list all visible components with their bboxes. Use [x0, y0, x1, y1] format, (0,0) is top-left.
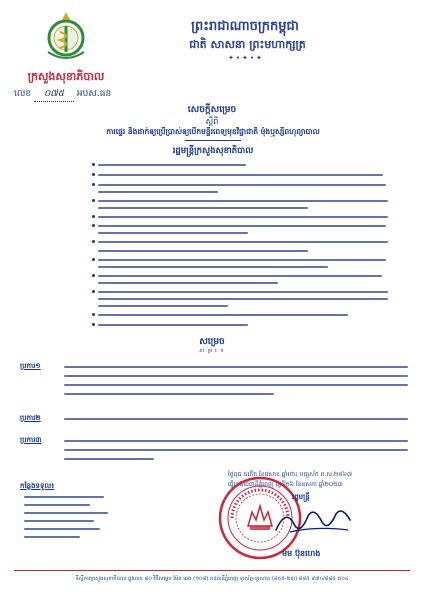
- article-2-label: ប្រការ២: [20, 414, 41, 422]
- list-bullets: [92, 160, 96, 330]
- footer-divider: [14, 570, 410, 571]
- title-subject: ការផ្ទេរ និងដាក់ឲ្យប្រើប្រាស់ឲ្យបើកមន្ទីរពេទ្យមុខវិជ្ជាជាតិ ម៉ុងឬស្សីពហុព្យាបាល: [106, 127, 320, 136]
- ref-number: ០៧៥: [43, 89, 65, 99]
- article-2: [20, 414, 410, 430]
- signature-title: រដ្ឋមន្ត្រី: [292, 493, 310, 501]
- article-1: [20, 362, 410, 404]
- signatory-name: ម៉ម ប៊ុនហេង: [282, 549, 321, 558]
- recipients-heading: កន្លែងទទួល៖: [20, 482, 55, 490]
- article-3: [20, 436, 410, 466]
- handwritten-signature: [270, 502, 360, 542]
- title-about: ស្តីពី: [205, 117, 219, 126]
- motto-ornament: ✦•✦•✦: [228, 54, 264, 62]
- decision-sub: ស ម្រ េច: [199, 348, 225, 354]
- decision-title: សេចក្តីសម្រេច: [187, 105, 237, 115]
- title-divider: [185, 140, 241, 141]
- recipients-list: [20, 492, 130, 548]
- legal-basis-list: [98, 160, 398, 330]
- ministry-name: ក្រសួងសុខាភិបាល: [27, 70, 105, 83]
- kingdom-title: ព្រះរាជាណាចក្រកម្ពុជា: [191, 19, 299, 34]
- decision-heading: សម្រេច: [199, 337, 225, 347]
- reference-line: [14, 88, 111, 102]
- ref-prefix: លេខ: [14, 89, 32, 99]
- article-1-label: ប្រការ១: [20, 362, 41, 370]
- footer-address: ទីស្តីការក្រសួងសុខាភិបាល ផ្លូវលេខ ៨០ វិថីសម្ដេច ម៉ែន ឆេង (១០៨) រាជធានីភ្នំពេញ ទូរស័ព្ទ-ទូរសារ៖ (៨៥៥-២៣) ៨៨៥ ៩៧០/៨៨៥ ៥០៤: [75, 576, 349, 582]
- lunar-date: ថ្ងៃពុធ ៥កើត ខែវេសាខ ឆ្នាំថោះ បញ្ចស័ក ព.ស.២៥៦៧: [228, 471, 352, 478]
- article-3-label: ប្រការ៣: [20, 436, 42, 444]
- minister-title: រដ្ឋមន្ត្រីក្រសួងសុខាភិបាល: [172, 146, 254, 156]
- solar-date: ធ្វើនៅរាជធានីភ្នំពេញ ថ្ងៃទី២៦ ខែឧសភា ឆ្នាំ២០២៣: [228, 481, 343, 488]
- national-motto: ជាតិ សាសនា ព្រះមហាក្សត្រ: [189, 38, 306, 51]
- ref-suffix: អបស.ធន: [76, 89, 112, 99]
- ministry-logo: [38, 8, 94, 68]
